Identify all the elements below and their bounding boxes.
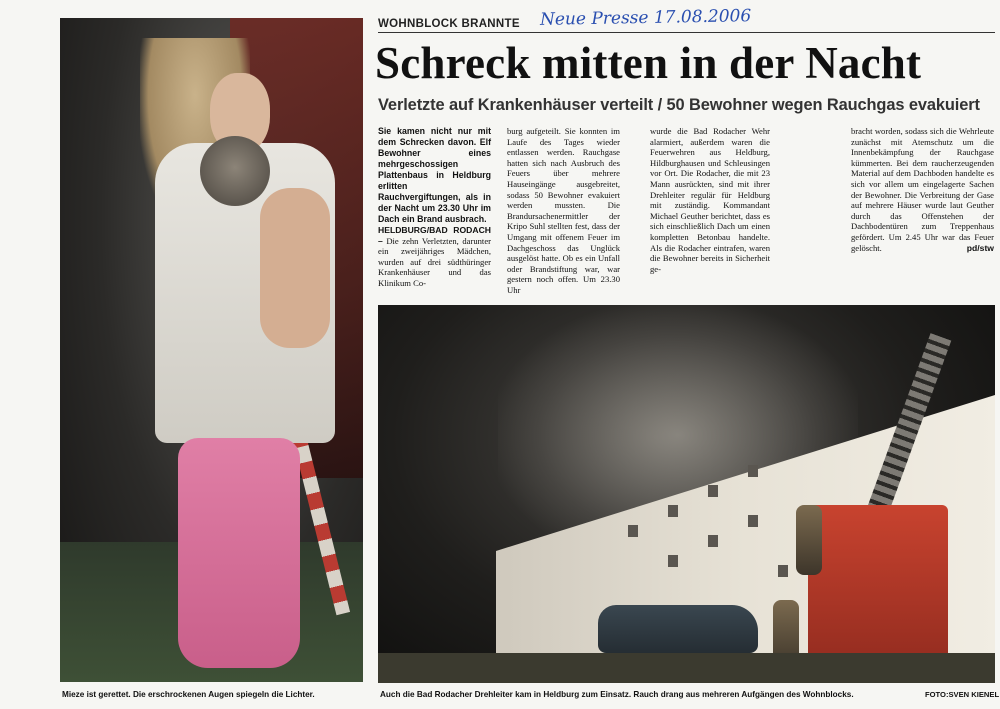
dateline: HELDBURG/BAD RODACH – — [378, 225, 491, 246]
window — [748, 515, 758, 527]
window — [628, 525, 638, 537]
article-col3-text: wurde die Bad Rodacher Wehr alarmiert, außerdem waren die Feuerwehren aus Heldburg, Hildburghausen und Schleusingen vor Ort. Die Rodacher, die mit 23 Mann ausrückten, sind mit ihrer Drehleiter regulär für Heldburg mit zuständig. Kommandant Michael Geuther berichtet, dass es sich einschließlich Dach um einen kompletten Betonbau handelte. Als die Rodacher eintrafen, waren die Bewohner bereits in Sicherheit ge- — [650, 126, 770, 274]
girl-arm — [260, 188, 330, 348]
grass-strip — [378, 653, 995, 683]
cat — [200, 136, 270, 206]
article-column-3 — [650, 126, 770, 274]
article-column-2 — [507, 126, 620, 296]
article-lead: Sie kamen nicht nur mit dem Schrecken davon. Elf Bewohner eines mehrgeschossigen Plattenbaus in Heldburg erlitten Rauchvergiftungen, als in der Nacht um 23.30 Uhr im Dach ein Brand ausbrach. — [378, 126, 491, 224]
photo-girl-with-cat — [60, 18, 363, 682]
window — [708, 535, 718, 547]
subheadline: Verletzte auf Krankenhäuser verteilt / 50 Bewohner wegen Rauchgas evakuiert — [378, 96, 980, 114]
parked-car — [598, 605, 758, 653]
window — [778, 565, 788, 577]
headline: Schreck mitten in der Nacht — [375, 38, 922, 88]
article-column-1 — [378, 126, 491, 289]
window — [668, 555, 678, 567]
left-photo-caption: Mieze ist gerettet. Die erschrockenen Augen spiegeln die Lichter. — [62, 690, 315, 699]
article-col1-paragraph — [378, 225, 491, 289]
handwritten-source-date: Neue Presse 17.08.2006 — [539, 6, 752, 30]
window — [708, 485, 718, 497]
article-col4-text: bracht worden, sodass sich die Wehrleute zunächst mit Atemschutz um die Innenbekämpfung der Rauchgase kümmerten. Bei dem raucherzeugenden Material auf dem Dachboden handelte es sich vor allem um eingelagerte Sachen der Bewohner. Die Verbreitung der Gase auf mehrere Häuser wurde laut Geuther durch das Offenstehen der Dachbodentüren zum Treppenhaus gefördert. Um 2.45 Uhr war das Feuer gelöscht. — [851, 126, 994, 253]
girl-pants — [178, 438, 300, 668]
right-photo-caption: Auch die Bad Rodacher Drehleiter kam in Heldburg zum Einsatz. Rauch drang aus mehreren Aufgängen des Wohnblocks. — [380, 690, 854, 699]
window — [748, 465, 758, 477]
article-col2-text: burg aufgeteilt. Sie konnten im Laufe des Tages wieder entlassen werden. Rauchgase hatten sich nach Ausbruch des Feuers über mehrere Hauseingänge ausgebreitet, sodass 50 Bewohner evakuiert werden mussten. Die Brandursachenermittler der Kripo Suhl stellten fest, dass der Umgang mit offenem Feuer im Dachgeschoss das Unglück ausgelöst hatte. Ob es ein Unfall oder Brandstiftung war, war gestern noch offen. Um 23.30 Uhr — [507, 126, 620, 295]
kicker: WOHNBLOCK BRANNTE — [378, 18, 520, 30]
author-signature: pd/stw — [966, 242, 994, 253]
article-col4-paragraph — [851, 126, 994, 253]
article-col1-text: Die zehn Verletzten, darunter ein zweijähriges Mädchen, wurden auf drei südthüringer Krankenhäuser und das Klinikum Co- — [378, 235, 491, 288]
photo-credit: FOTO:SVEN KIENEL — [925, 690, 1000, 699]
kicker-rule — [378, 32, 995, 33]
photo-fire-building — [378, 305, 995, 683]
window — [668, 505, 678, 517]
article-column-4 — [851, 126, 994, 253]
firefighter — [796, 505, 822, 575]
